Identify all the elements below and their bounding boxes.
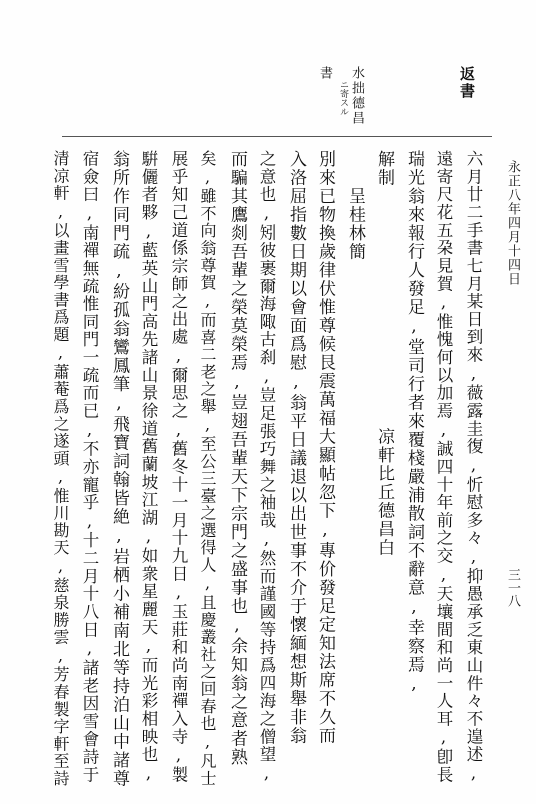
text-column: 解制 凉軒比丘德昌白 <box>374 150 394 557</box>
text-column: 宿僉曰,南禪無疏惟同門一疏而已,不亦寵乎,十二月十八日,諸老因雪會詩于 <box>80 150 99 784</box>
text-column: 呈桂林簡 <box>345 150 365 261</box>
header-date: 永正八年四月十四日 <box>505 160 520 286</box>
text-column: 別來已物換歲律伏惟尊候艮震萬福大顯帖忽下,專价發足定知法席不久而 <box>315 150 335 745</box>
author-note: ニ寄スル <box>338 80 348 116</box>
text-column: 而騙其鷹剡吾輩之榮莫榮焉,豈翅吾輩天下宗門之盛事也,余知翁之意者熟 <box>227 150 247 767</box>
text-column: 瑞光翁來報行人發足,堂司行者來覆棧嚴浦散詞不辭意,幸察焉, <box>404 150 424 696</box>
text-column: 遠寄尺花五朶見賀,惟愧何以加焉,誠四十年前之交,天壤間和尚一人耳,卽長 <box>434 150 453 784</box>
text-column: 入洛屈指數日期以會面爲慰,翁平日議退以出世事不介于懷緬想斯舉非翁 <box>286 150 306 745</box>
text-column: 展乎知己道係宗師之出處,爾思之,舊冬十一月十九日,玉莊和尚南禪入寺,製 <box>169 150 188 784</box>
text-column: 翁所作同門疏,紛孤翁鸞鳳筆,飛寶詞翰皆絶,岩栖小補南北等持泊山中諸尊 <box>109 150 129 788</box>
page-title: 返書 <box>458 66 476 100</box>
text-column: 騈儷者夥,藍英山門高先諸山景徐道舊蘭坡江湖,如衆星麗天,而光彩相映也, <box>139 150 158 784</box>
page-number: 三一八 <box>505 568 520 607</box>
header-divider <box>62 136 492 137</box>
text-column: 六月廿二手書七月某日到來,薇露圭復,忻慰多々,抑愚承乏東山件々不遑述, <box>464 150 483 784</box>
author-name: 水拙德昌 <box>349 66 364 126</box>
text-column: 清凉軒,以畫雪學書爲題,蕭菴爲之遂頭,惟川勘天,慈泉勝雲,芳春製字軒至詩 <box>51 150 70 788</box>
text-column: 矣,雖不向翁尊賀,而喜二老之舉,至公三臺之選得人,且慶叢社之回春也,凡士 <box>198 150 217 788</box>
header-book-char: 書 <box>317 66 332 79</box>
text-column: 之意也,矧彼裹爾海陬古刹,豈足張巧舞之袖哉,然而謹國等持爲四海之僧望, <box>257 150 276 784</box>
